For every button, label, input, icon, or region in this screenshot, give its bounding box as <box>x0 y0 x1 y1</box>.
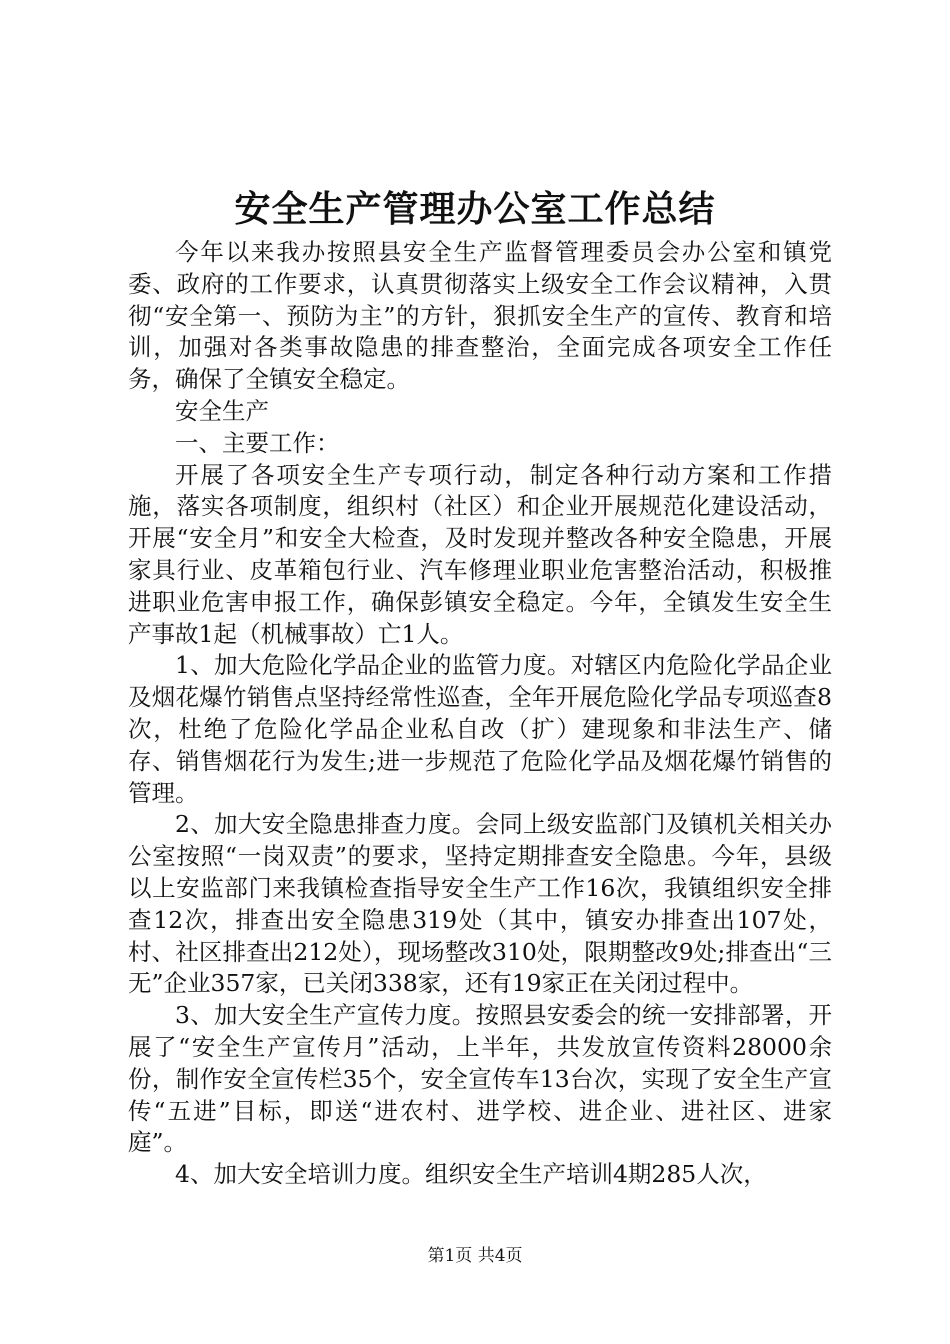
paragraph-item-1: 1、加大危险化学品企业的监管力度。对辖区内危险化学品企业及烟花爆竹销售点坚持经常性巡查，全年开展危险化学品专项巡查8次，杜绝了危险化学品企业私自改（扩）建现象和非法生产、储存、销售烟花行为发生;进一步规范了危险化学品及烟花爆竹销售的管理。 <box>128 651 832 807</box>
document-title: 安全生产管理办公室工作总结 <box>234 188 716 230</box>
paragraph-overview: 开展了各项安全生产专项行动，制定各种行动方案和工作措施，落实各项制度，组织村（社区）和企业开展规范化建设活动，开展“安全月”和安全大检查，及时发现并整改各种安全隐患，开展家具行业、皮革箱包行业、汽车修理业职业危害整治活动，积极推进职业危害申报工作，确保彭镇安全稳定。今年，全镇发生安全生产事故1起（机械事故）亡1人。 <box>128 460 832 648</box>
paragraph-item-3: 3、加大安全生产宣传力度。按照县安委会的统一安排部署，开展了“安全生产宣传月”活动，上半年，共发放宣传资料28000余份，制作安全宣传栏35个，安全宣传车13台次，实现了安全生产宣传“五进”目标，即送“进农村、进学校、进企业、进社区、进家庭”。 <box>128 1001 832 1157</box>
paragraph-item-4: 4、加大安全培训力度。组织安全生产培训4期285人次， <box>175 1160 767 1189</box>
paragraph-intro: 今年以来我办按照县安全生产监督管理委员会办公室和镇党委、政府的工作要求，认真贯彻落实上级安全工作会议精神，入贯彻“安全第一、预防为主”的方针，狠抓安全生产的宣传、教育和培训，加强对各类事故隐患的排查整治，全面完成各项安全工作任务，确保了全镇安全稳定。 <box>128 238 832 394</box>
paragraph-heading-main-work: 一、主要工作： <box>175 428 340 457</box>
paragraph-section-label: 安全生产 <box>175 396 269 425</box>
paragraph-item-2: 2、加大安全隐患排查力度。会同上级安监部门及镇机关相关办公室按照“一岗双责”的要求，坚持定期排查安全隐患。今年，县级以上安监部门来我镇检查指导安全生产工作16次，我镇组织安全排查12次，排查出安全隐患319处（其中，镇安办排查出107处，村、社区排查出212处），现场整改310处，限期整改9处;排查出“三无”企业357家，已关闭338家，还有19家正在关闭过程中。 <box>128 810 832 998</box>
document-body <box>128 237 832 1191</box>
page-footer: 第1页 共4页 <box>427 1246 523 1266</box>
